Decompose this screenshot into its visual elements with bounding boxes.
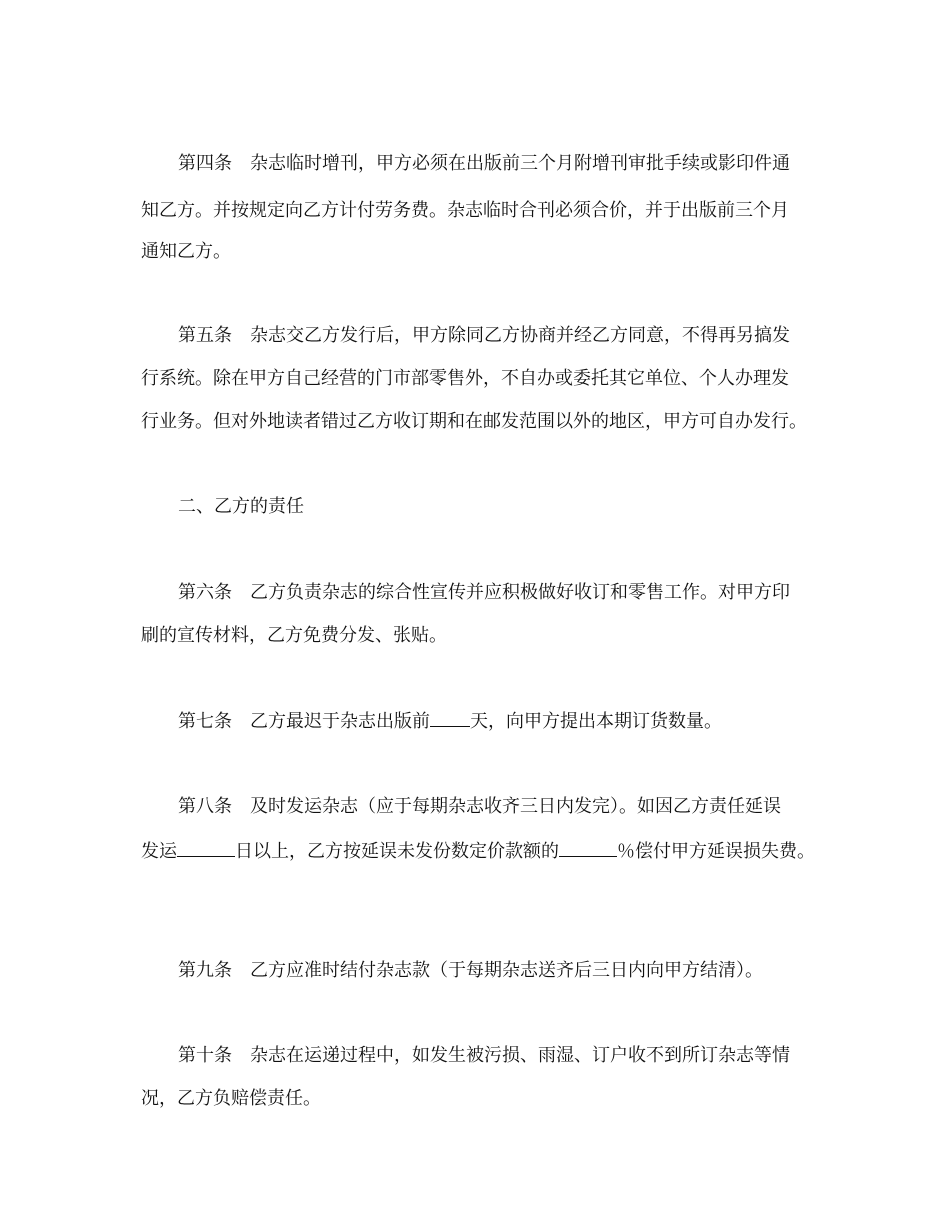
article-10-line-2: 况，乙方负赔偿责任。 xyxy=(141,1088,321,1109)
article-8-text-c: ％偿付甲方延误损失费。 xyxy=(617,841,815,862)
article-6-line-1: 第六条 乙方负责杂志的综合性宣传并应积极做好收订和零售工作。对甲方印 xyxy=(178,582,790,603)
article-8-line-1: 第八条 及时发运杂志（应于每期杂志收齐三日内发完）。如因乙方责任延误 xyxy=(178,796,781,817)
article-5-line-2: 行系统。除在甲方自己经营的门市部零售外，不自办或委托其它单位、个人办理发 xyxy=(141,368,789,389)
article-8-line-2 xyxy=(141,840,815,863)
article-4-line-3: 通知乙方。 xyxy=(141,241,231,262)
fill-in-blank-delay-days[interactable] xyxy=(177,840,235,857)
article-4-line-2: 知乙方。并按规定向乙方计付劳务费。杂志临时合刊必须合价，并于出版前三个月 xyxy=(141,200,789,221)
article-5-line-1: 第五条 杂志交乙方发行后，甲方除同乙方协商并经乙方同意，不得再另搞发 xyxy=(178,325,790,346)
article-5-line-3: 行业务。但对外地读者错过乙方收订期和在邮发范围以外的地区，甲方可自办发行。 xyxy=(141,411,807,432)
article-7-text-before: 第七条 乙方最迟于杂志出版前 xyxy=(178,711,430,732)
fill-in-blank-percent[interactable] xyxy=(559,840,617,857)
article-6-line-2: 刷的宣传材料，乙方免费分发、张贴。 xyxy=(141,625,447,646)
article-7-line-1 xyxy=(178,710,722,733)
article-8-text-a: 发运 xyxy=(141,841,177,862)
article-10-line-1: 第十条 杂志在运递过程中，如发生被污损、雨湿、订户收不到所订杂志等情 xyxy=(178,1045,790,1066)
section-heading: 二、乙方的责任 xyxy=(178,496,304,517)
article-7-text-after: 天，向甲方提出本期订货数量。 xyxy=(470,711,722,732)
article-4-line-1: 第四条 杂志临时增刊，甲方必须在出版前三个月附增刊审批手续或影印件通 xyxy=(178,153,790,174)
fill-in-blank-days[interactable] xyxy=(430,710,470,727)
article-8-text-b: 日以上，乙方按延误未发份数定价款额的 xyxy=(235,841,559,862)
article-9-line-1: 第九条 乙方应准时结付杂志款（于每期杂志送齐后三日内向甲方结清）。 xyxy=(178,960,763,981)
